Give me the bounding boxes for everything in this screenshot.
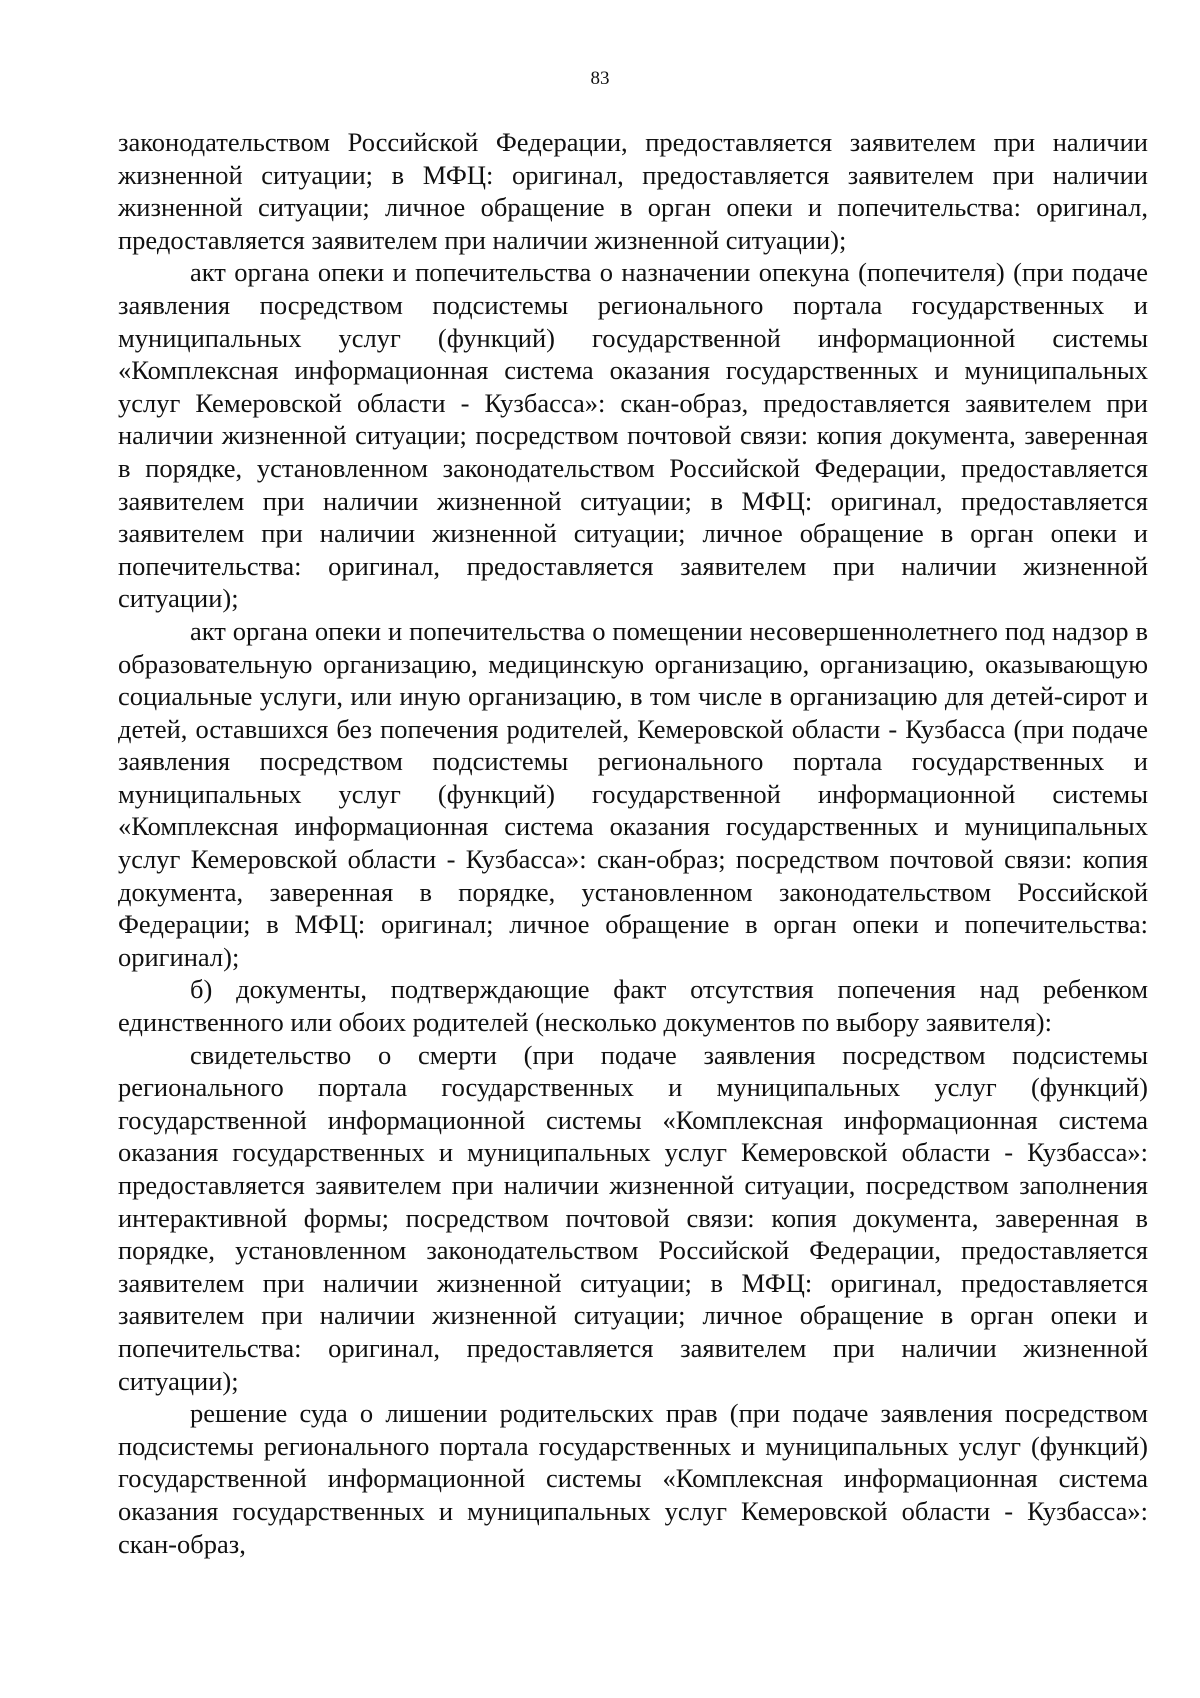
- paragraph-continuation: законодательством Российской Федерации, предоставляется заявителем при наличии жизненной ситуации; в МФЦ: оригинал, предоставляется заявителем при наличии жизненной ситуации; личное обращение в орган опеки и попечительства: оригинал, предоставляется заявителем при наличии жизненной ситуации);: [118, 127, 1148, 255]
- paragraph-guardian-appointment-act: акт органа опеки и попечительства о назначении опекуна (попечителя) (при подаче заявления посредством подсистемы регионального портала государственных и муниципальных услуг (функций) государственной информационной системы «Комплексная информационная система оказания государственных и муниципальных услуг Кемеровской области - Кузбасса»: скан-образ, предоставляется заявителем при наличии жизненной ситуации; посредством почтовой связи: копия документа, заверенная в порядке, установленном законодательством Российской Федерации, предоставляется заявителем при наличии жизненной ситуации; в МФЦ: оригинал, предоставляется заявителем при наличии жизненной ситуации; личное обращение в орган опеки и попечительства: оригинал, предоставляется заявителем при наличии жизненной ситуации);: [118, 257, 1148, 614]
- paragraph-court-decision: решение суда о лишении родительских прав (при подаче заявления посредством подсистемы регионального портала государственных и муниципальных услуг (функций) государственной информационной системы «Комплексная информационная система оказания государственных и муниципальных услуг Кемеровской области - Кузбасса»: скан-образ,: [118, 1398, 1148, 1559]
- paragraph-item-b-heading: б) документы, подтверждающие факт отсутствия попечения над ребенком единственного или обоих родителей (несколько документов по выбору заявителя):: [118, 974, 1148, 1038]
- paragraph-death-certificate: свидетельство о смерти (при подаче заявления посредством подсистемы регионального портала государственных и муниципальных услуг (функций) государственной информационной системы «Комплексная информационная система оказания государственных и муниципальных услуг Кемеровской области - Кузбасса»: предоставляется заявителем при наличии жизненной ситуации, посредством заполнения интерактивной формы; посредством почтовой связи: копия документа, заверенная в порядке, установленном законодательством Российской Федерации, предоставляется заявителем при наличии жизненной ситуации; в МФЦ: оригинал, предоставляется заявителем при наличии жизненной ситуации; личное обращение в орган опеки и попечительства: оригинал, предоставляется заявителем при наличии жизненной ситуации);: [118, 1039, 1148, 1396]
- paragraph-placement-act: акт органа опеки и попечительства о помещении несовершеннолетнего под надзор в образовательную организацию, медицинскую организацию, организацию, оказывающую социальные услуги, или иную организацию, в том числе в организацию для детей-сирот и детей, оставшихся без попечения родителей, Кемеровской области - Кузбасса (при подаче заявления посредством подсистемы регионального портала государственных и муниципальных услуг (функций) государственной информационной системы «Комплексная информационная система оказания государственных и муниципальных услуг Кемеровской области - Кузбасса»: скан-образ; посредством почтовой связи: копия документа, заверенная в порядке, установленном законодательством Российской Федерации; в МФЦ: оригинал; личное обращение в орган опеки и попечительства: оригинал);: [118, 615, 1148, 972]
- document-body: [118, 126, 1148, 1560]
- page-number: 83: [590, 68, 610, 89]
